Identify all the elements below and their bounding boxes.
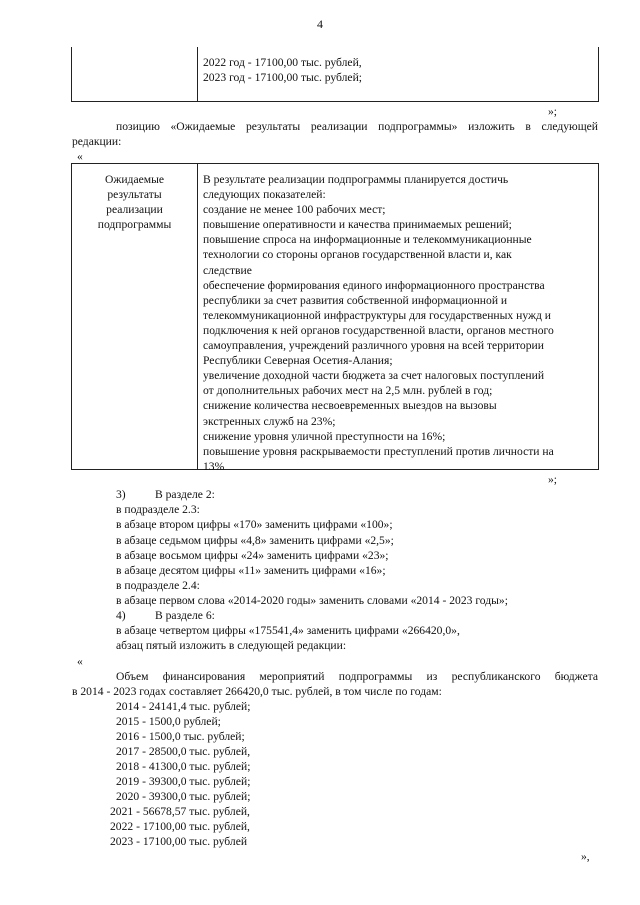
funding-year: 2016 - 1500,0 тыс. рублей; <box>116 730 245 743</box>
content-line: самоуправления, учреждений различного уровня на всей территории <box>203 339 544 353</box>
funding-year: 2023 - 17100,00 тыс. рублей <box>110 835 248 848</box>
amendment-line: в абзаце четвертом цифры «175541,4» заменить цифрами «266420,0», <box>116 624 460 637</box>
item-title: В разделе 6: <box>155 609 215 622</box>
funding-table-continuation <box>71 47 599 102</box>
amendment-line: в абзаце втором цифры «170» заменить цифрами «100»; <box>116 518 393 531</box>
funding-year: 2015 - 1500,0 рублей; <box>116 715 221 728</box>
amendment-line: в абзаце десятом цифры «11» заменить цифрами «16»; <box>116 564 386 577</box>
expected-results-table <box>71 163 599 473</box>
content-line: создание не менее 100 рабочих мест; <box>203 203 386 217</box>
amendment-line: в абзаце седьмом цифры «4,8» заменить цифрами «2,5»; <box>116 534 394 547</box>
funding-year: 2019 - 39300,0 тыс. рублей; <box>116 775 251 788</box>
content-line: снижение количества несвоевременных выездов на вызовы <box>203 399 497 413</box>
funding-year: 2021 - 56678,57 тыс. рублей, <box>110 805 250 818</box>
content-line: следующих показателей: <box>203 188 326 202</box>
content-line: от дополнительных рабочих мест на 2,5 млн. рублей в год; <box>203 384 493 398</box>
content-line: повышение оперативности и качества принимаемых решений; <box>203 218 512 232</box>
amendment-line: в подразделе 2.3: <box>116 503 200 516</box>
funding-year: 2020 - 39300,0 тыс. рублей; <box>116 790 251 803</box>
opening-quote: « <box>77 655 83 668</box>
content-line: увеличение доходной части бюджета за счет налоговых поступлений <box>203 369 545 383</box>
content-line: повышение уровня раскрываемости преступлений против личности на <box>203 444 554 458</box>
opening-quote: « <box>77 150 83 163</box>
funding-year: 2018 - 41300,0 тыс. рублей; <box>116 760 251 773</box>
table-line: 2022 год - 17100,00 тыс. рублей, <box>203 56 362 69</box>
row-header-line: Ожидаемые <box>104 173 165 186</box>
row-header <box>72 172 197 232</box>
row-header-line: подпрограммы <box>97 218 172 231</box>
content-line: снижение уровня уличной преступности на 16%; <box>203 429 446 443</box>
page-number: 4 <box>317 17 323 31</box>
content-line: повышение спроса на информационные и телекоммуникационные <box>203 233 532 247</box>
content-line: технологии со стороны органов государственной власти и, как <box>203 248 512 262</box>
table-divider <box>197 164 198 469</box>
content-line: Республики Северная Осетия-Алания; <box>203 354 393 368</box>
funding-paragraph-line: Объем финансирования мероприятий подпрограммы из республиканского бюджета <box>116 670 598 683</box>
intro-line: позицию «Ожидаемые результаты реализации подпрограммы» изложить в следующей <box>116 120 598 133</box>
amendment-line: в подразделе 2.4: <box>116 579 200 592</box>
content-line: подключения к ней органов государственной власти, органов местного <box>203 323 554 337</box>
table-cell <box>203 55 362 85</box>
intro-line: редакции: <box>72 135 122 148</box>
content-line: телекоммуникационной инфраструктуры для государственных нужд и <box>203 308 551 322</box>
row-header-line: результаты <box>107 188 162 201</box>
content-line: экстренных служб на 23%; <box>203 414 336 428</box>
closing-quote: »; <box>548 473 558 486</box>
content-line: следствие <box>203 263 252 277</box>
content-line: 13% <box>203 459 225 473</box>
closing-quote: », <box>581 850 590 863</box>
amendment-line: абзац пятый изложить в следующей редакции: <box>116 639 347 652</box>
item-number: 4) <box>116 609 126 622</box>
row-header-line: реализации <box>106 203 163 216</box>
table-line: 2023 год - 17100,00 тыс. рублей; <box>203 71 363 84</box>
content-line: В результате реализации подпрограммы планируется достичь <box>203 173 509 186</box>
item-number: 3) <box>116 488 126 501</box>
funding-year: 2022 - 17100,00 тыс. рублей, <box>110 820 250 833</box>
content-line: обеспечение формирования единого информационного пространства <box>203 278 545 292</box>
table-divider <box>197 47 198 101</box>
amendment-line: в абзаце первом слова «2014-2020 годы» заменить словами «2014 - 2023 годы»; <box>116 594 508 607</box>
amendment-line: в абзаце восьмом цифры «24» заменить цифрами «23»; <box>116 549 389 562</box>
funding-year: 2014 - 24141,4 тыс. рублей; <box>116 700 251 713</box>
funding-paragraph-line: в 2014 - 2023 годах составляет 266420,0 тыс. рублей, в том числе по годам: <box>72 685 442 698</box>
content-line: республики за счет развития собственной информационной и <box>203 293 508 307</box>
closing-quote: »; <box>548 105 558 118</box>
row-content <box>203 172 595 474</box>
funding-year: 2017 - 28500,0 тыс. рублей, <box>116 745 251 758</box>
item-title: В разделе 2: <box>155 488 215 501</box>
